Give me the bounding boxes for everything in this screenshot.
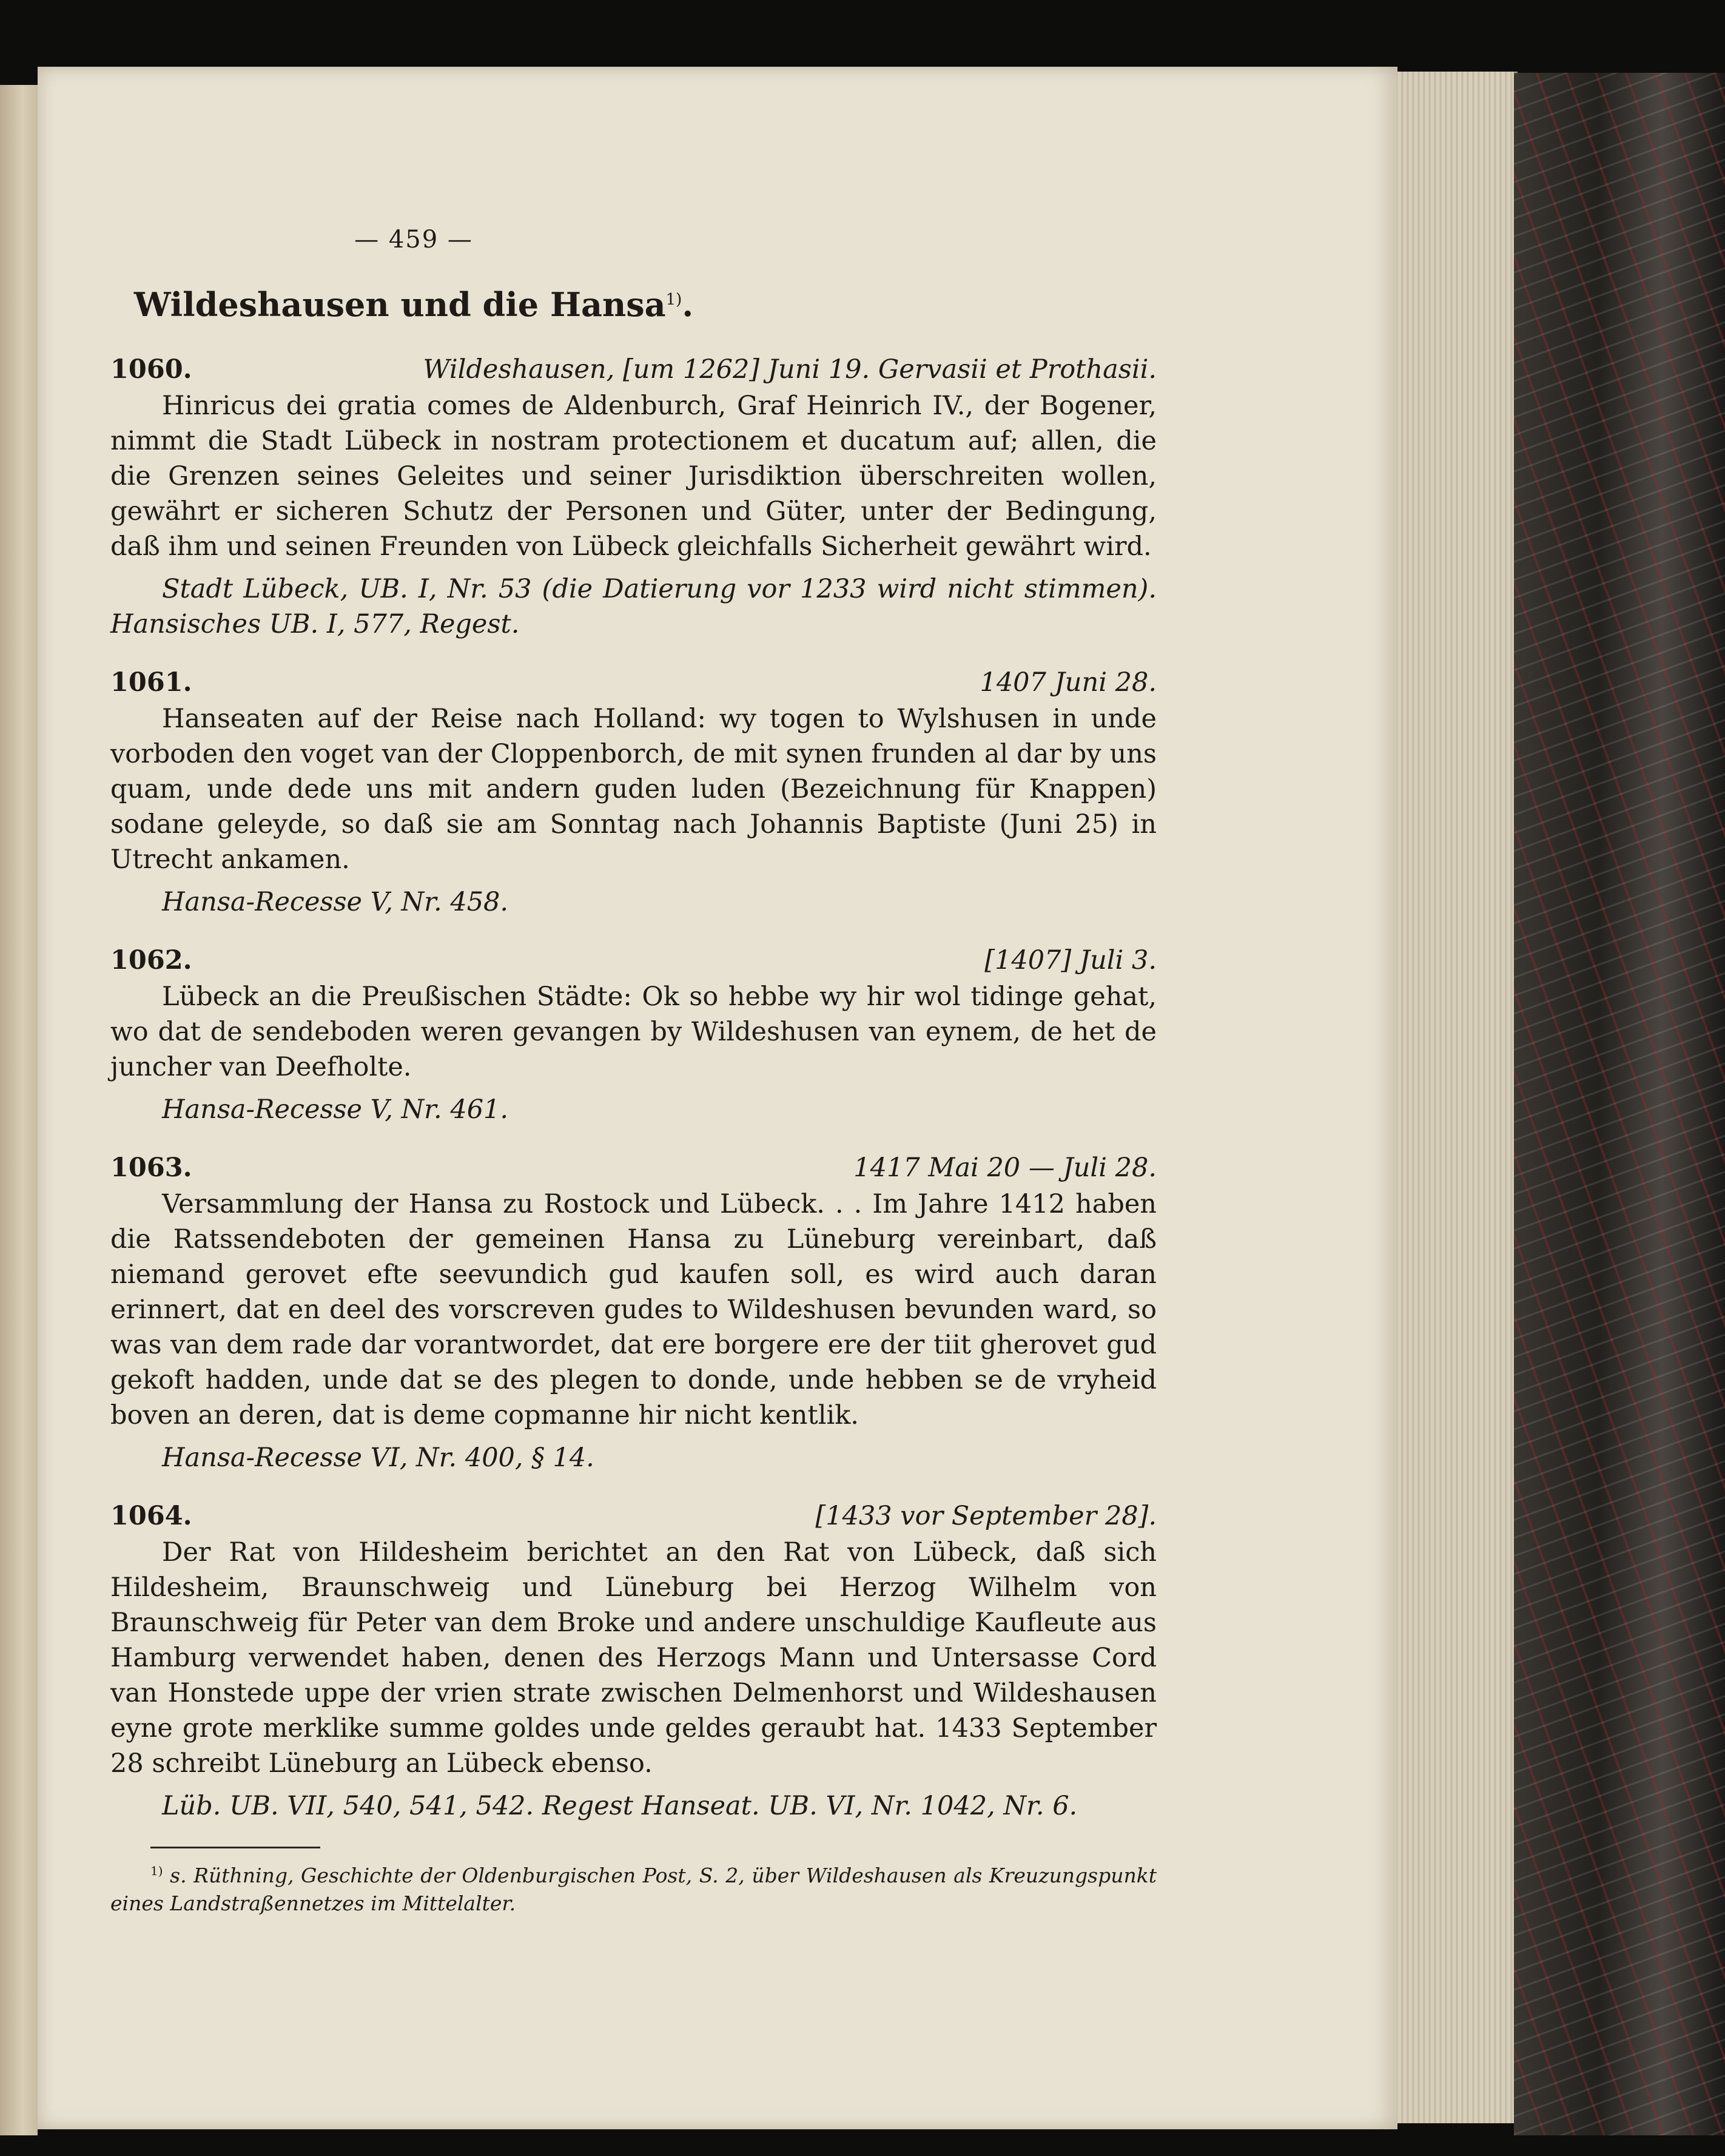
entry-number: 1060. <box>110 354 192 385</box>
book-cover-marbled <box>1514 73 1725 2135</box>
footnote-mark: 1) <box>150 1864 163 1878</box>
entry-number: 1061. <box>110 667 192 698</box>
entry-text: Der Rat von Hildesheim berichtet an den Rat von Lübeck, daß sich Hildesheim, Braunschweig und Lüneburg bei Herzog Wilhelm von Braunschweig für Peter van dem Broke und andere unschuldige Kaufleute aus Hamburg verwendet haben, denen des Herzogs Mann und Untersasse Cord van Honstede uppe der vrien strate zwischen Delmenhorst und Wildeshausen eyne grote merklike summe goldes unde geldes geraubt hat. 1433 September 28 schreibt Lüneburg an Lübeck ebenso. <box>110 1537 1157 1779</box>
previous-page-edge <box>0 85 38 2135</box>
entry-date: 1407 Juni 28. <box>980 667 1157 698</box>
entry-source: Hansa-Recesse V, Nr. 458. <box>162 887 509 917</box>
entry-1063 <box>110 1150 1157 1475</box>
entry-1060 <box>110 352 1157 642</box>
title-footnote-mark: 1) <box>665 291 682 309</box>
entry-header <box>110 1150 1157 1185</box>
footnote-divider <box>150 1847 320 1848</box>
entry-number: 1062. <box>110 945 192 975</box>
footnote-text: s. Rüthning, Geschichte der Oldenburgischen Post, S. 2, über Wildeshausen als Kreuzungspunkt eines Landstraßennetzes im Mittelalter. <box>110 1864 1157 1915</box>
entry-number: 1063. <box>110 1153 192 1183</box>
entry-date: [1407] Juli 3. <box>984 945 1157 975</box>
entry-text: Hinricus dei gratia comes de Aldenburch, Graf Heinrich IV., der Bogener, nimmt die Stadt Lübeck in nostram protectionem et ducatum auf; allen, die die Grenzen seines Geleites und seiner Jurisdiktion überschreiten wollen, gewährt er sicheren Schutz der Personen und Güter, unter der Bedingung, daß ihm und seinen Freunden von Lübeck gleichfalls Sicherheit gewährt wird. <box>110 391 1157 562</box>
entry-text: Hanseaten auf der Reise nach Holland: wy togen to Wylshusen in unde vorboden den voget van der Cloppenborch, de mit synen frunden al dar by uns quam, unde dede uns mit andern guden luden (Bezeichnung für Knappen) sodane geleyde, so daß sie am Sonntag nach Johannis Baptiste (Juni 25) in Utrecht ankamen. <box>110 704 1157 875</box>
entry-date: [1433 vor September 28]. <box>815 1501 1157 1531</box>
page-content <box>38 67 1397 2129</box>
entry-1062 <box>110 943 1157 1127</box>
entry-text: Versammlung der Hansa zu Rostock und Lübeck. . . Im Jahre 1412 haben die Ratssendeboten der gemeinen Hansa zu Lüneburg vereinbart, daß niemand gerovet efte seevundich gud kaufen soll, es wird auch daran erinnert, dat en deel des vorscreven gudes to Wildeshusen bevunden ward, so was van dem rade dar vorantwordet, dat ere borgere ere der tiit gherovet gud gekoft hadden, unde dat se des plegen to donde, unde hebben se de vryheid boven an deren, dat is deme copmanne hir nicht kentlik. <box>110 1189 1157 1430</box>
entry-header <box>110 665 1157 700</box>
book-page <box>38 67 1397 2129</box>
entry-source: Hansa-Recesse VI, Nr. 400, § 14. <box>162 1443 594 1473</box>
entry-date: Wildeshausen, [um 1262] Juni 19. Gervasii et Prothasii. <box>423 354 1157 385</box>
title-text: Wildeshausen und die Hansa <box>133 285 666 324</box>
entry-source: Lüb. UB. VII, 540, 541, 542. Regest Hanseat. UB. VI, Nr. 1042, Nr. 6. <box>162 1791 1078 1821</box>
entry-1064 <box>110 1498 1157 1824</box>
entries-body <box>110 352 1157 1918</box>
footnote <box>110 1857 1157 1918</box>
page-title: Wildeshausen und die Hansa$^{1)}$. <box>133 285 694 324</box>
entry-source: Hansa-Recesse V, Nr. 461. <box>162 1094 509 1125</box>
entry-number: 1064. <box>110 1501 192 1531</box>
entry-text: Lübeck an die Preußischen Städte: Ok so hebbe wy hir wol tidinge gehat, wo dat de sendeboden weren gevangen by Wildeshusen van eynem, de het de juncher van Deefholte. <box>110 982 1157 1082</box>
entry-header <box>110 943 1157 978</box>
entry-header <box>110 1498 1157 1534</box>
entry-source: Stadt Lübeck, UB. I, Nr. 53 (die Datierung vor 1233 wird nicht stimmen). Hansisches UB. I, 577, Regest. <box>110 574 1157 639</box>
page-edges <box>1393 72 1518 2123</box>
page-number: — 459 — <box>354 226 473 254</box>
entry-header <box>110 352 1157 387</box>
entry-date: 1417 Mai 20 — Juli 28. <box>853 1153 1157 1183</box>
entry-1061 <box>110 665 1157 920</box>
